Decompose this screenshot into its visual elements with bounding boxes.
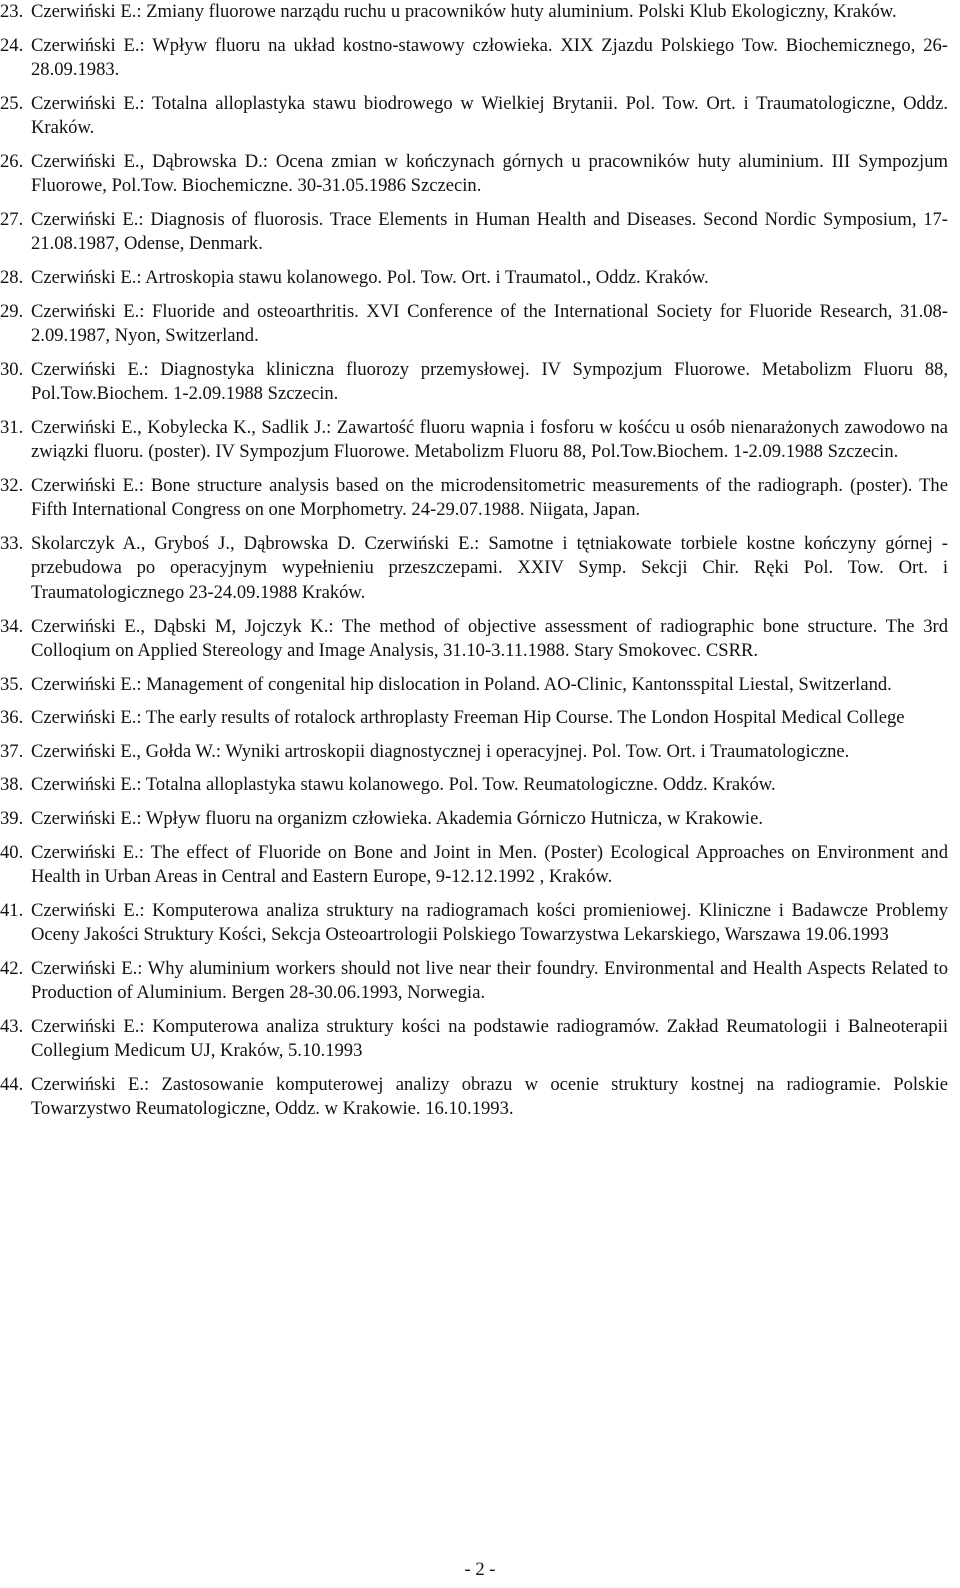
reference-item [0,957,960,1006]
reference-item [0,899,960,948]
reference-number: 28. [0,266,24,288]
reference-text: Czerwiński E., Kobylecka K., Sadlik J.: Zawartość fluoru wapnia i fosforu w kośćcu u osób nienarażonych zawodowo na związki fluoru. (poster). IV Sympozjum Fluorowe. Metabolizm Fluoru 88, Pol.Tow.Biochem. 1-2.09.1988 Szczecin. [31,416,948,463]
page-number: - 2 - [464,1559,496,1580]
reference-text: Czerwiński E.: Fluoride and osteoarthritis. XVI Conference of the International Society for Fluoride Research, 31.08-2.09.1987, Nyon, Switzerland. [31,300,948,347]
reference-text: Czerwiński E.: Diagnosis of fluorosis. Trace Elements in Human Health and Diseases. Second Nordic Symposium, 17-21.08.1987, Odense, Denmark. [31,208,948,255]
reference-item [0,208,960,257]
reference-text: Czerwiński E.: Wpływ fluoru na układ kostno-stawowy człowieka. XIX Zjazdu Polskiego Tow. Biochemicznego, 26-28.09.1983. [31,34,948,81]
reference-item [0,740,960,765]
reference-text: Czerwiński E.: Bone structure analysis based on the microdensitometric measurements of the radiograph. (poster). The Fifth International Congress on one Morphometry. 24-29.07.1988. Niigata, Japan. [31,474,948,521]
reference-number: 39. [0,808,24,829]
reference-item [0,615,960,664]
reference-number: 33. [0,532,24,554]
reference-text: Czerwiński E.: Komputerowa analiza struktury kości na podstawie radiogramów. Zakład Reumatologii i Balneoterapii Collegium Medicum UJ, Kraków, 5.10.1993 [31,1015,948,1062]
reference-text: Czerwiński E.: The effect of Fluoride on Bone and Joint in Men. (Poster) Ecological Approaches on Environment and Health in Urban Areas in Central and Eastern Europe, 9-12.12.1992 , Kraków. [31,841,948,888]
reference-item [0,34,960,83]
reference-number: 43. [0,1015,24,1037]
reference-number: 42. [0,957,24,979]
reference-item [0,1073,960,1122]
reference-text: Czerwiński E.: Wpływ fluoru na organizm człowieka. Akademia Górniczo Hutnicza, w Krakowie. [31,808,763,829]
reference-item [0,841,960,890]
reference-text: Czerwiński E.: Management of congenital hip dislocation in Poland. AO-Clinic, Kantonsspital Liestal, Switzerland. [31,673,892,695]
reference-number: 29. [0,300,24,322]
reference-text: Czerwiński E.: Komputerowa analiza struktury na radiogramach kości promieniowej. Kliniczne i Badawcze Problemy Oceny Jakości Struktury Kości, Sekcja Osteoartrologii Polskiego Towarzystwa Lekarskiego, Warszawa 19.06.1993 [31,899,948,946]
reference-text: Czerwiński E.: The early results of rotalock arthroplasty Freeman Hip Course. The London Hospital Medical College [31,707,905,729]
reference-number: 25. [0,92,24,114]
reference-item [0,300,960,349]
reference-item [0,416,960,465]
reference-text: Czerwiński E., Gołda W.: Wyniki artroskopii diagnostycznej i operacyjnej. Pol. Tow. Ort. i Traumatologiczne. [31,740,850,762]
reference-item [0,1015,960,1064]
reference-number: 36. [0,707,24,729]
reference-text: Skolarczyk A., Gryboś J., Dąbrowska D. Czerwiński E.: Samotne i tętniakowate torbiele kostne kończyny górnej - przebudowa po operacyjnym wypełnieniu przeszczepami. XXIV Symp. Sekcji Chir. Ręki Pol. Tow. Ort. i Traumatologicznego 23-24.09.1988 Kraków. [31,532,948,603]
reference-number: 30. [0,358,24,380]
reference-item [0,773,960,798]
reference-number: 32. [0,474,24,496]
reference-text: Czerwiński E.: Zmiany fluorowe narządu ruchu u pracowników huty aluminium. Polski Klub Ekologiczny, Kraków. [31,1,897,22]
reference-number: 24. [0,34,24,56]
reference-number: 31. [0,416,24,438]
reference-item [0,0,960,25]
reference-text: Czerwiński E.: Why aluminium workers should not live near their foundry. Environmental and Health Aspects Related to Production of Aluminium. Bergen 28-30.06.1993, Norwegia. [31,957,948,1004]
reference-text: Czerwiński E.: Totalna alloplastyka stawu kolanowego. Pol. Tow. Reumatologiczne. Oddz. Kraków. [31,774,776,796]
reference-item [0,807,960,832]
reference-number: 37. [0,740,24,762]
reference-number: 27. [0,208,24,230]
reference-number: 26. [0,150,24,172]
reference-item [0,266,960,291]
reference-text: Czerwiński E.: Totalna alloplastyka stawu biodrowego w Wielkiej Brytanii. Pol. Tow. Ort. i Traumatologiczne, Oddz. Kraków. [31,92,948,139]
reference-number: 40. [0,841,24,863]
reference-item [0,150,960,199]
reference-item [0,532,960,606]
reference-number: 35. [0,673,24,695]
reference-text: Czerwiński E., Dąbrowska D.: Ocena zmian w kończynach górnych u pracowników huty aluminium. III Sympozjum Fluorowe, Pol.Tow. Biochemiczne. 30-31.05.1986 Szczecin. [31,150,948,197]
reference-number: 34. [0,615,24,637]
reference-text: Czerwiński E.: Diagnostyka kliniczna fluorozy przemysłowej. IV Sympozjum Fluorowe. Metabolizm Fluoru 88, Pol.Tow.Biochem. 1-2.09.1988 Szczecin. [31,358,948,405]
reference-item [0,673,960,698]
reference-text: Czerwiński E.: Zastosowanie komputerowej analizy obrazu w ocenie struktury kostnej na radiogramie. Polskie Towarzystwo Reumatologiczne, Oddz. w Krakowie. 16.10.1993. [31,1073,948,1120]
reference-number: 23. [0,1,24,22]
reference-text: Czerwiński E.: Artroskopia stawu kolanowego. Pol. Tow. Ort. i Traumatol., Oddz. Kraków. [31,266,709,288]
reference-text: Czerwiński E., Dąbski M, Jojczyk K.: The method of objective assessment of radiographic bone structure. The 3rd Colloqium on Applied Stereology and Image Analysis, 31.10-3.11.1988. Stary Smokovec. CSRR. [31,615,948,662]
reference-item [0,474,960,523]
reference-number: 38. [0,774,24,796]
reference-item [0,358,960,407]
reference-number: 44. [0,1073,24,1095]
reference-number: 41. [0,899,24,921]
reference-item [0,706,960,731]
reference-item [0,92,960,141]
